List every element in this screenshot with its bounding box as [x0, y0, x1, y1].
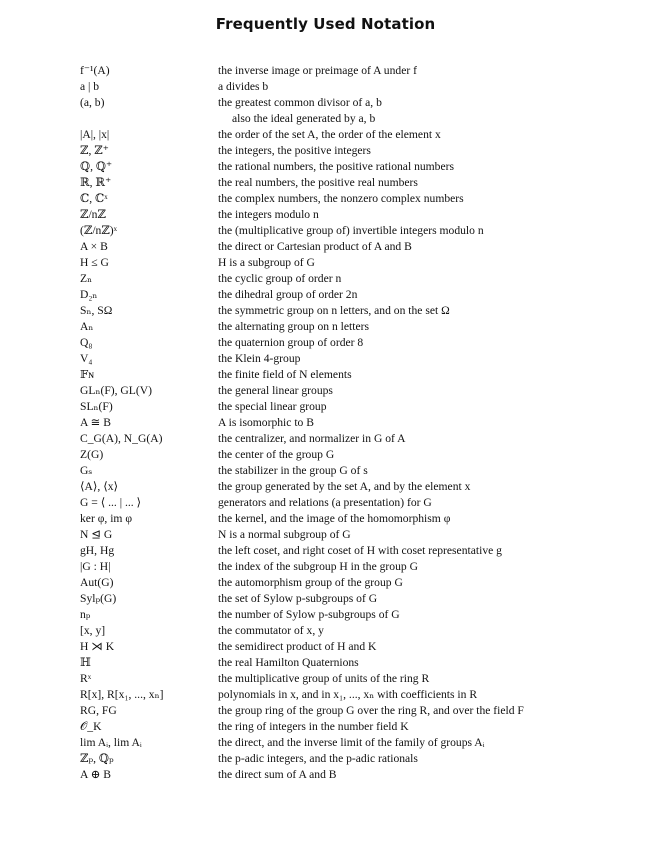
notation-description: the set of Sylow p-subgroups of G: [218, 592, 378, 605]
notation-description: A is isomorphic to B: [218, 416, 314, 429]
notation-description: the finite field of N elements: [218, 368, 352, 381]
notation-description: the complex numbers, the nonzero complex numbers: [218, 192, 464, 205]
notation-symbol: [x, y]: [80, 624, 106, 637]
notation-symbol: Aut(G): [80, 576, 114, 589]
notation-symbol: 𝒪_K: [80, 720, 102, 733]
notation-description: the left coset, and right coset of H with coset representative g: [218, 544, 502, 557]
notation-symbol: G = ⟨ ... | ... ⟩: [80, 496, 142, 509]
notation-description: the group generated by the set A, and by the element x: [218, 480, 471, 493]
notation-symbol: ⟨A⟩, ⟨x⟩: [80, 480, 119, 493]
notation-description: the general linear groups: [218, 384, 333, 397]
notation-description: the rational numbers, the positive rational numbers: [218, 160, 455, 173]
notation-symbol: gH, Hg: [80, 544, 115, 557]
notation-row: [0, 239, 651, 255]
notation-row: [0, 527, 651, 543]
notation-symbol: A × B: [80, 240, 108, 253]
notation-description: the kernel, and the image of the homomorphism φ: [218, 512, 451, 525]
notation-symbol: ℍ: [80, 656, 91, 669]
notation-description: the semidirect product of H and K: [218, 640, 377, 653]
notation-description: the automorphism group of the group G: [218, 576, 403, 589]
notation-symbol: V₄: [80, 352, 93, 365]
notation-symbol: H ≤ G: [80, 256, 109, 269]
notation-row: [0, 127, 651, 143]
notation-symbol: R[x], R[x₁, ..., xₙ]: [80, 688, 164, 701]
notation-description: a divides b: [218, 80, 269, 93]
notation-row: [0, 655, 651, 671]
notation-description: the cyclic group of order n: [218, 272, 342, 285]
notation-row: [0, 495, 651, 511]
notation-symbol: ℤ, ℤ⁺: [80, 144, 109, 157]
notation-description: the p-adic integers, and the p-adic rationals: [218, 752, 418, 765]
notation-row: [0, 751, 651, 767]
notation-row: [0, 639, 651, 655]
notation-description: the direct or Cartesian product of A and B: [218, 240, 412, 253]
notation-description: the real numbers, the positive real numbers: [218, 176, 418, 189]
notation-row: [0, 719, 651, 735]
notation-symbol: A ≅ B: [80, 416, 111, 429]
notation-symbol: Aₙ: [80, 320, 94, 333]
notation-symbol: a | b: [80, 80, 100, 93]
notation-list: [0, 63, 651, 783]
notation-description: the centralizer, and normalizer in G of A: [218, 432, 406, 445]
notation-row: [0, 559, 651, 575]
notation-symbol: ker φ, im φ: [80, 512, 133, 525]
notation-symbol: |A|, |x|: [80, 128, 110, 141]
notation-description: the inverse image or preimage of A under f: [218, 64, 417, 77]
notation-row: [0, 159, 651, 175]
notation-row: [0, 687, 651, 703]
notation-description: the order of the set A, the order of the element x: [218, 128, 441, 141]
notation-description: the commutator of x, y: [218, 624, 324, 637]
notation-description: the direct sum of A and B: [218, 768, 337, 781]
notation-row: [0, 511, 651, 527]
notation-description: the multiplicative group of units of the ring R: [218, 672, 430, 685]
notation-symbol: Gₛ: [80, 464, 93, 477]
notation-symbol: RG, FG: [80, 704, 117, 717]
notation-row: [0, 79, 651, 95]
notation-row: [0, 591, 651, 607]
notation-row: [0, 735, 651, 751]
notation-row: [0, 351, 651, 367]
notation-row: [0, 447, 651, 463]
notation-row: [0, 607, 651, 623]
notation-description: the integers, the positive integers: [218, 144, 371, 157]
notation-symbol: GLₙ(F), GL(V): [80, 384, 152, 397]
notation-description: H is a subgroup of G: [218, 256, 315, 269]
notation-symbol: Z(G): [80, 448, 104, 461]
notation-row: [0, 207, 651, 223]
notation-symbol: 𝔽ɴ: [80, 368, 94, 381]
notation-description: the stabilizer in the group G of s: [218, 464, 368, 477]
notation-row: [0, 383, 651, 399]
notation-symbol: lim Aᵢ, lim Aᵢ: [80, 736, 142, 749]
notation-symbol: nₚ: [80, 608, 91, 621]
notation-symbol: C_G(A), N_G(A): [80, 432, 163, 445]
notation-row: [0, 703, 651, 719]
notation-symbol: N ⊴ G: [80, 528, 113, 541]
notation-row: [0, 575, 651, 591]
notation-description: the number of Sylow p-subgroups of G: [218, 608, 400, 621]
notation-row: [0, 95, 651, 111]
notation-symbol: H ⋊ K: [80, 640, 115, 653]
notation-row: [0, 335, 651, 351]
notation-row: [0, 287, 651, 303]
notation-row: [0, 367, 651, 383]
notation-row: [0, 671, 651, 687]
notation-symbol: A ⊕ B: [80, 768, 111, 781]
notation-row: [0, 191, 651, 207]
notation-row: [0, 63, 651, 79]
notation-description: the center of the group G: [218, 448, 335, 461]
notation-symbol: Q₈: [80, 336, 93, 349]
notation-description: the greatest common divisor of a, b: [218, 96, 382, 109]
notation-description: the special linear group: [218, 400, 327, 413]
notation-row: [0, 623, 651, 639]
notation-description: the (multiplicative group of) invertible integers modulo n: [218, 224, 484, 237]
notation-row: [0, 767, 651, 783]
notation-description: generators and relations (a presentation) for G: [218, 496, 432, 509]
notation-symbol: |G : H|: [80, 560, 111, 573]
notation-row: [0, 415, 651, 431]
notation-symbol: D₂ₙ: [80, 288, 98, 301]
notation-description: the group ring of the group G over the ring R, and over the field F: [218, 704, 524, 717]
notation-description: the dihedral group of order 2n: [218, 288, 358, 301]
notation-description: the index of the subgroup H in the group G: [218, 560, 418, 573]
notation-symbol: ℝ, ℝ⁺: [80, 176, 112, 189]
notation-symbol: ℚ, ℚ⁺: [80, 160, 113, 173]
notation-symbol: SLₙ(F): [80, 400, 113, 413]
notation-description: the alternating group on n letters: [218, 320, 369, 333]
notation-row: [0, 143, 651, 159]
notation-symbol: ℂ, ℂˣ: [80, 192, 108, 205]
page-title: Frequently Used Notation: [215, 15, 436, 33]
notation-description: the Klein 4-group: [218, 352, 301, 365]
notation-row: [0, 303, 651, 319]
notation-description: the real Hamilton Quaternions: [218, 656, 359, 669]
notation-description: the ring of integers in the number field K: [218, 720, 409, 733]
notation-symbol: f⁻¹(A): [80, 64, 110, 77]
notation-row: [0, 271, 651, 287]
notation-description: the direct, and the inverse limit of the family of groups Aᵢ: [218, 736, 485, 749]
notation-symbol: (ℤ/nℤ)ˣ: [80, 224, 118, 237]
notation-symbol: ℤ/nℤ: [80, 208, 106, 221]
notation-description: polynomials in x, and in x₁, ..., xₙ with coefficients in R: [218, 688, 478, 701]
notation-row: [0, 479, 651, 495]
notation-symbol: Rˣ: [80, 672, 92, 685]
notation-description: N is a normal subgroup of G: [218, 528, 351, 541]
notation-description: the quaternion group of order 8: [218, 336, 364, 349]
notation-symbol: Sₙ, SΩ: [80, 304, 113, 317]
notation-row: [0, 319, 651, 335]
notation-description: the symmetric group on n letters, and on the set Ω: [218, 304, 450, 317]
notation-row: [0, 223, 651, 239]
notation-symbol: ℤₚ, ℚₚ: [80, 752, 114, 765]
notation-row: [0, 463, 651, 479]
notation-row: [0, 399, 651, 415]
notation-symbol: Zₙ: [80, 272, 93, 285]
notation-description: also the ideal generated by a, b: [232, 112, 376, 125]
notation-row: [0, 175, 651, 191]
notation-description: the integers modulo n: [218, 208, 319, 221]
notation-row: [0, 431, 651, 447]
notation-symbol: Sylₚ(G): [80, 592, 117, 605]
notation-row: [0, 255, 651, 271]
notation-row: [0, 111, 651, 127]
notation-row: [0, 543, 651, 559]
notation-symbol: (a, b): [80, 96, 105, 109]
